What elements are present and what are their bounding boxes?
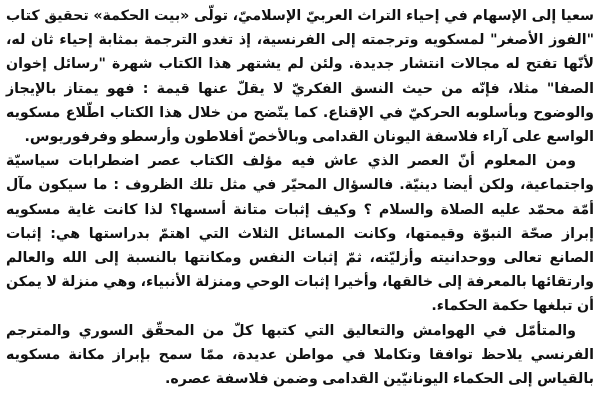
- paragraph-context: ومن المعلوم أنّ العصر الذي عاش فيه مؤلف الكتاب عصر اضطرابات سياسيّة واجتماعية، ولكن أيضا دينيّة. فالسؤال المحيّر في مثل تلك الظروف : ما سيكون مآل أمّة محمّد عليه الصلاة والسلام ؟ وكيف إثبات متانة أسسها؟ لذا كانت غاية مسكويه إبراز صحّة النبوّة وقيمتها، وكانت المسائل الثلاث التي اهتمّ بدراستها هي: إثبات الصانع تعالى ووحدانيته وأزليّته، ثمّ إثبات النفس ومكانتها بالنسبة إلى الله والعالم وارتقائها بالمعرفة إلى خالقها، وأخيرا إثبات الوحي ومنزلة الأنبياء، وهي منزلة لا يمكن أن تبلغها حكمة الحكماء.: [6, 153, 594, 315]
- paragraph-conclusion: والمتأمّل في الهوامش والتعاليق التي كتبها كلّ من المحقّق السوري والمترجم الفرنسي يلاحظ توافقا وتكاملا في مواطن عديدة، ممّا سمح بإبراز مكانة مسكويه بالقياس إلى الحكماء اليونانيّين القدامى وضمن فلاسفة عصره.: [6, 322, 594, 388]
- paragraph-intro: سعيا إلى الإسهام في إحياء التراث العربيّ الإسلاميّ، تولّى «بيت الحكمة» تحقيق كتاب "الفوز الأصغر" لمسكويه وترجمته إلى الفرنسية، إذ تغدو الترجمة بمثابة إحياء ثان له، لأنّها تفتح له مجالات انتشار جديدة. ولئن لم يشتهر هذا الكتاب شهرة "رسائل إخوان الصفا" مثلا، فإنّه من حيث النسق الفكريّ لا يقلّ عنها قيمة : فهو يمتاز بالإيجاز والوضوح وبأسلوبه الحركيّ في الإقناع. كما يتّضح من خلال هذا الكتاب اطّلاع مسكويه الواسع على آراء فلاسفة اليونان القدامى وبالأخصّ أفلاطون وأرسطو وفرفوريوس.: [6, 8, 594, 146]
